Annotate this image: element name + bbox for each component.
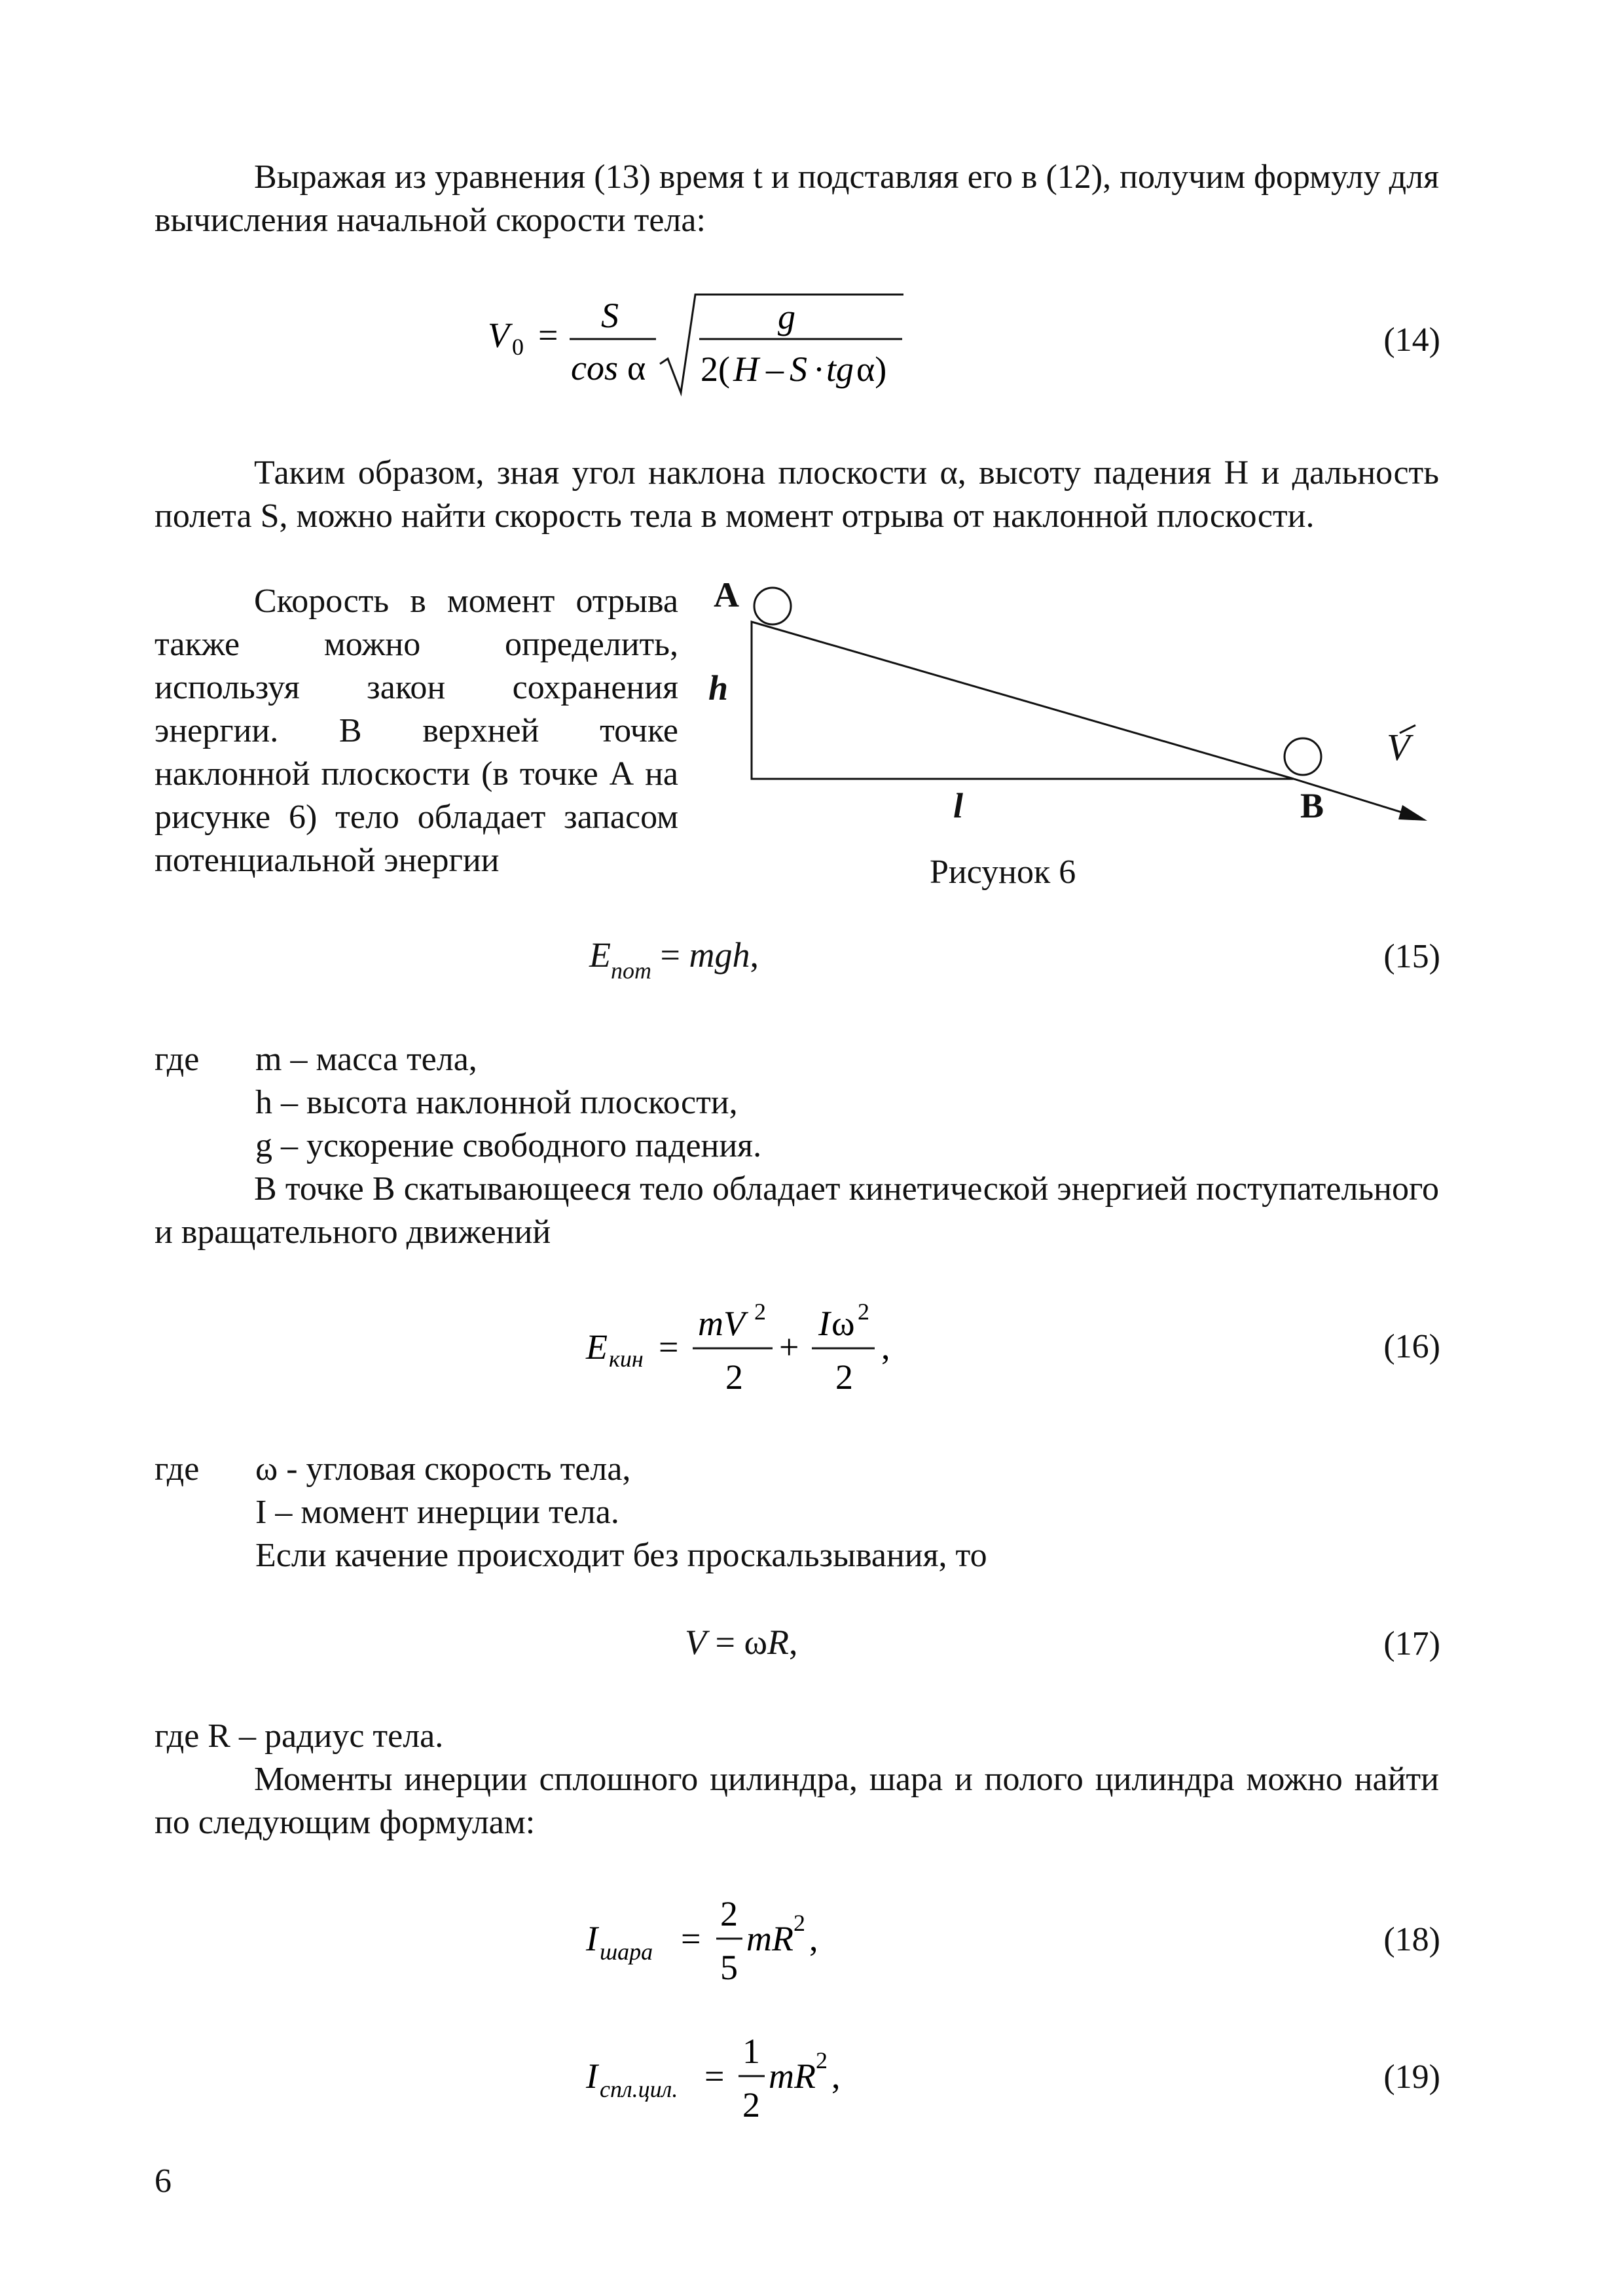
definition-h: h – высота наклонной плоскости, (255, 1084, 738, 1121)
svg-text:=: = (538, 315, 558, 355)
svg-text:2: 2 (816, 2047, 828, 2073)
equation-number-18: (18) (1383, 1921, 1440, 1958)
definition-m: m – масса тела, (255, 1041, 477, 1078)
paragraph-4: В точке В скатывающееся тело обладает кинетической энергией поступательного и вращательного движений (155, 1170, 1439, 1251)
equation-15: $E_{пот}$ = mgh, (589, 935, 759, 984)
equation-16 (583, 1296, 923, 1410)
definition-I: I – момент инерции тела. (255, 1494, 619, 1531)
svg-text:,: , (881, 1327, 890, 1367)
svg-text:2: 2 (720, 1894, 738, 1933)
figure-caption: Рисунок 6 (930, 853, 1076, 891)
figure-label-A: A (714, 575, 739, 615)
svg-text:tg: tg (826, 350, 854, 389)
svg-text:cos: cos (571, 348, 618, 387)
svg-text:g: g (778, 297, 795, 336)
svg-text:H: H (733, 350, 759, 389)
svg-text:E: E (586, 1327, 608, 1367)
svg-text:·: · (813, 350, 825, 389)
svg-text:2: 2 (858, 1299, 869, 1325)
svg-text:2(: 2( (701, 350, 730, 389)
svg-text:,: , (831, 2056, 841, 2096)
paragraph-3: Скорость в момент отрыва также можно определить, используя закон сохранения энергии. В верхней точке наклонной плоскости (в точке А на рисунке 6) тело обладает запасом потенциальной энергии (155, 583, 678, 879)
velocity-arrowhead (1398, 805, 1427, 821)
svg-text:I: I (818, 1304, 830, 1343)
definition-R: где R – радиус тела. (155, 1717, 444, 1755)
equation-number-17: (17) (1383, 1625, 1440, 1662)
where-label-1: где (155, 1041, 200, 1078)
equation-15-subscript: пот (611, 958, 651, 984)
svg-text:,: , (809, 1919, 818, 1958)
ball-at-A (754, 588, 791, 624)
equation-17: V = ωR, (685, 1623, 798, 1662)
equation-number-15: (15) (1383, 938, 1440, 975)
paragraph-6: Моменты инерции сплошного цилиндра, шара и полого цилиндра можно найти по следующим формулам: (155, 1761, 1439, 1841)
svg-text:=: = (659, 1327, 679, 1367)
figure-label-l: l (953, 786, 964, 825)
svg-text:V: V (488, 315, 509, 355)
paragraph-5: Если качение происходит без проскальзывания, то (255, 1537, 987, 1574)
svg-text:I: I (586, 1919, 598, 1958)
svg-text:0: 0 (512, 334, 524, 360)
definition-omega: ω - угловая скорость тела, (255, 1450, 631, 1488)
equation-16-subscript: кин (609, 1346, 644, 1372)
equation-number-19: (19) (1383, 2058, 1440, 2096)
svg-text:I: I (586, 2056, 598, 2096)
equation-19-subscript: спл.цил. (600, 2076, 678, 2102)
svg-text:ω: ω (831, 1304, 855, 1343)
incline-triangle (752, 622, 1294, 779)
equation-number-16: (16) (1383, 1328, 1440, 1365)
definition-g: g – ускорение свободного падения. (255, 1127, 762, 1164)
svg-text:S: S (790, 350, 807, 389)
figure-label-h: h (708, 668, 729, 708)
svg-text:α): α) (856, 350, 887, 389)
ball-at-B (1285, 738, 1321, 775)
svg-text:mR: mR (746, 1919, 793, 1958)
equation-18 (583, 1885, 923, 2000)
figure-label-B: B (1300, 786, 1324, 825)
equation-14 (484, 288, 943, 399)
svg-text:5: 5 (720, 1948, 738, 1987)
equation-19-drawing (583, 2022, 949, 2134)
page-number: 6 (155, 2162, 172, 2200)
svg-text:2: 2 (793, 1910, 805, 1936)
figure-6-incline (694, 569, 1447, 844)
svg-text:2: 2 (754, 1299, 766, 1325)
equation-18-drawing (583, 1885, 923, 1996)
svg-text:2: 2 (835, 1357, 853, 1397)
svg-text:–: – (766, 350, 784, 389)
equation-14-drawing (484, 288, 943, 399)
svg-text:+: + (779, 1327, 799, 1367)
equation-number-14: (14) (1383, 321, 1440, 359)
paragraph-2: Таким образом, зная угол наклона плоскости α, высоту падения H и дальность полета S, можно найти скорость тела в момент отрыва от наклонной плоскости. (155, 454, 1439, 535)
svg-text:=: = (704, 2056, 725, 2096)
svg-text:2: 2 (742, 2085, 760, 2125)
figure-label-V: V (1387, 726, 1410, 768)
svg-text:mV: mV (698, 1304, 745, 1343)
equation-16-drawing (583, 1296, 923, 1407)
where-label-2: где (155, 1450, 200, 1488)
paragraph-1: Выражая из уравнения (13) время t и подставляя его в (12), получим формулу для вычисления начальной скорости тела: (155, 158, 1439, 239)
svg-text:1: 1 (742, 2032, 760, 2071)
equation-18-subscript: шара (600, 1939, 653, 1965)
svg-text:=: = (681, 1919, 701, 1958)
equation-19 (583, 2022, 949, 2137)
svg-text:2: 2 (725, 1357, 743, 1397)
svg-text:α: α (627, 348, 646, 387)
svg-text:S: S (601, 296, 619, 335)
svg-text:mR: mR (769, 2056, 816, 2096)
